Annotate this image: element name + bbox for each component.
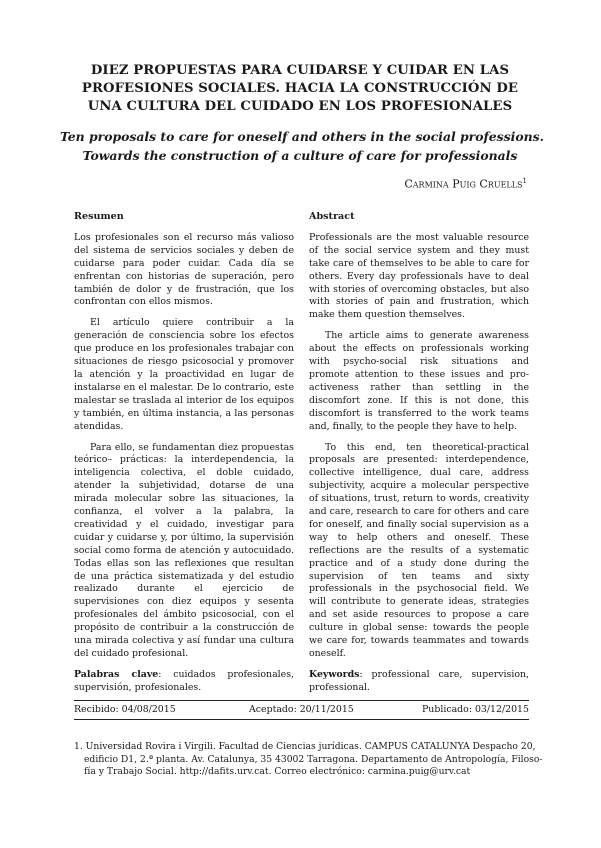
author	[404, 177, 527, 191]
resumen-keywords-text: : cuidados profesionales, supervisión, profesionales.	[74, 668, 294, 693]
dates-bar	[74, 700, 529, 720]
author-note-mark: 1	[522, 177, 527, 185]
abstract-keywords-text: : professional care, supervision, professional.	[309, 668, 529, 693]
footnote-line: edificio D1, 2.ª planta. Av. Catalunya, 35 43002 Tarragona. Departamento de Antropología, Filoso-	[84, 753, 543, 765]
received-date: Recibido: 04/08/2015	[74, 704, 176, 715]
abstract-paragraph: Professionals are the most valuable resource of the social service system and they must take care of themselves to be able to care for others. Every day professionals have to deal with stories of overcoming obstacles, but also with stories of pain and frustration, which make them question themselves.	[309, 231, 529, 321]
resumen-paragraph: Los profesionales son el recurso más valioso del sistema de servicios sociales y deben de cuidarse para poder cuidar. Cada día se enfrentan con historias de superación, pero también de dolor y de frustración, que los confrontan con ellos mismos.	[74, 231, 294, 308]
abstract-heading: Abstract	[309, 211, 355, 222]
published-date: Publicado: 03/12/2015	[421, 704, 529, 715]
title-line: PROFESIONES SOCIALES. HACIA LA CONSTRUCCIÓN DE	[81, 81, 519, 96]
footnote	[74, 741, 543, 779]
resumen-column	[74, 211, 294, 703]
footnote-line: 1. Universidad Rovira i Virgili. Facultad de Ciencias jurídicas. CAMPUS CATALUNYA Despacho 20,	[74, 741, 536, 752]
resumen-paragraph: El artículo quiere contribuir a la generación de consciencia sobre los efectos que produce en los profesionales trabajar con situaciones de riesgo psicosocial y promover la atención y la proactividad en lugar de instalarse en el malestar. De lo contrario, este malestar se traslada al interior de los equipos y también, en última instancia, a las personas atendidas.	[74, 317, 294, 432]
resumen-keywords	[74, 669, 294, 695]
abstract-paragraph: The article aims to generate awareness about the effects on professionals working with psycho-social risk situations and promote attention to these issues and pro-activeness rather than settling in the discomfort zone. If this is not done, this discomfort is transferred to the work teams and, finally, to the people they have to help.	[309, 330, 529, 432]
accepted-date: Aceptado: 20/11/2015	[249, 704, 354, 715]
abstract-column	[309, 211, 529, 703]
title-line: UNA CULTURA DEL CUIDADO EN LOS PROFESIONALES	[87, 99, 513, 114]
resumen-paragraph: Para ello, se fundamentan diez propuestas teórico– prácticas: la interdependencia, la inteligencia colectiva, el doble cuidado, atender la subjetividad, dotarse de una mirada molecular sobre las situaciones, la confianza, el volver a la palabra, la creatividad y el cuidado, investigar para cuidar y cuidarse y, por último, la supervisión social como forma de atención y autocuidado. Todas ellas son las reflexiones que resultan de una práctica sistematizada y del estudio realizado durante el ejercicio de supervisiones con diez equipos y sesenta profesionales del ámbito psicosocial, con el propósito de contribuir a la construcción de una mirada colectiva y así fundar una cultura del cuidado profesional.	[74, 441, 294, 659]
abstract-keywords-label: Keywords	[309, 668, 360, 680]
author-name: Carmina Puig Cruells	[404, 177, 523, 191]
subtitle-line: Ten proposals to care for oneself and others in the social professions.	[60, 129, 544, 144]
resumen-keywords-label: Palabras clave	[74, 668, 159, 680]
footnote-line: fía y Trabajo Social. http://dafits.urv.cat. Correo electrónico: carmina.puig@urv.cat	[84, 766, 471, 778]
abstract-keywords	[309, 669, 529, 695]
english-title	[60, 127, 544, 165]
abstract-paragraph: To this end, ten theoretical-practical proposals are presented: interdependence, collective intelligence, dual care, address subjectivity, acquire a molecular perspective of situations, trust, return to words, creativity and care, research to care for others and care for oneself, and finally social supervision as a way to help others and oneself. These reflections are the results of a systematic practice and of a study done during the supervision of ten teams and sixty professionals in the psychosocial field. We will contribute to generate ideas, strategies and set aside resources to propose a care culture in global sense: towards the people we care for, towards teammates and towards oneself.	[309, 441, 529, 659]
subtitle-line: Towards the construction of a culture of care for professionals	[82, 148, 518, 163]
title-line: DIEZ PROPUESTAS PARA CUIDARSE Y CUIDAR EN LAS	[90, 63, 510, 78]
article-title	[60, 62, 540, 116]
resumen-heading: Resumen	[74, 211, 124, 222]
